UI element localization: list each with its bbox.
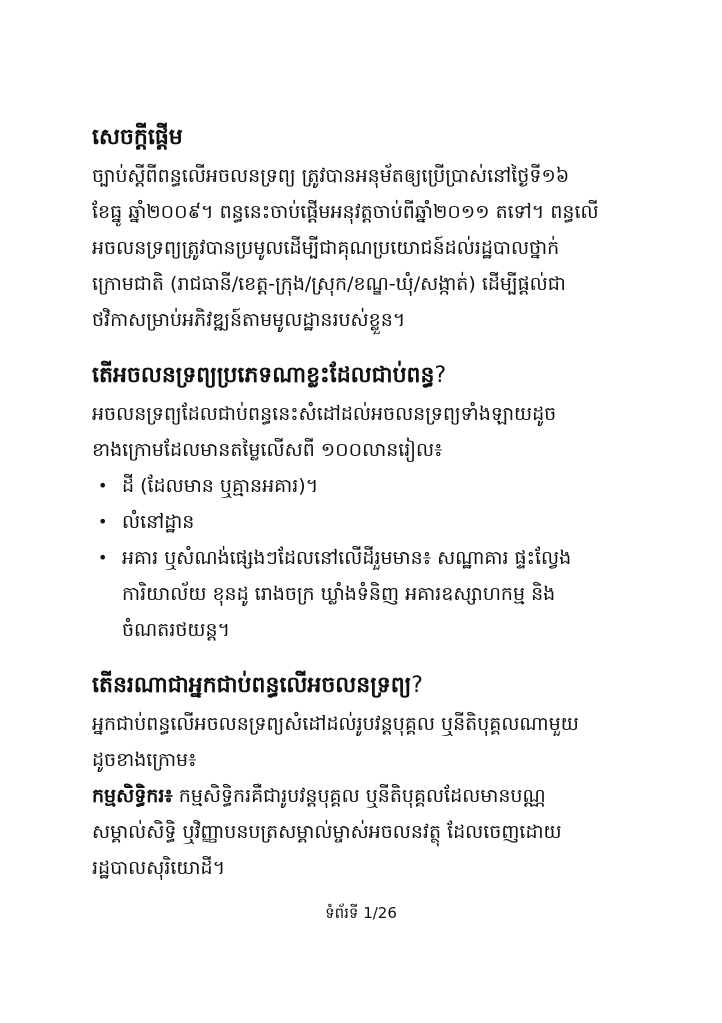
types-heading xyxy=(92,356,640,396)
intro-line: ច្បាប់ស្តីពីពន្ធលើអចលនទ្រព្យ ត្រូវបានអនុម័តឲ្យប្រើប្រាស់នៅថ្ងៃទី១៦ xyxy=(92,165,570,187)
payer-heading-text: តើនរណាជាអ្នកជាប់ពន្ធលើអចលនទ្រព្យ xyxy=(92,673,412,698)
bullet-icon: • xyxy=(98,512,108,531)
types-line: អចលនទ្រព្យដែលជាប់ពន្ធនេះសំដៅដល់អចលនទ្រព្យទាំងឡាយដូច xyxy=(92,403,557,425)
owner-definition-line: សម្គាល់សិទ្ធិ ឬវិញ្ញាបនបត្រសម្គាល់ម្ចាស់អចលនវត្ថុ ដែលចេញដោយ xyxy=(92,821,562,843)
intro-line: អចលនទ្រព្យត្រូវបានប្រមូលដើម្បីជាគុណប្រយោជន៍ដល់រដ្ឋបាលថ្នាក់ xyxy=(92,237,560,259)
owner-term: កម្មសិទ្ធិករ៖ xyxy=(92,785,173,807)
bullet-icon: • xyxy=(98,476,108,495)
document-page xyxy=(92,118,640,886)
owner-definition-text: កម្មសិទ្ធិករគឺជារូបវន្តបុគ្គល ឬនីតិបុគ្គលដែលមានបណ្ណ xyxy=(172,785,546,807)
payer-section xyxy=(92,666,640,886)
list-item-text: លំនៅដ្ឋាន xyxy=(122,511,195,533)
payer-line: អ្នកជាប់ពន្ធលើអចលនទ្រព្យសំដៅដល់រូបវន្តបុគ្គល ឬនីតិបុគ្គលណាមួយ xyxy=(92,713,579,735)
list-item xyxy=(92,504,640,540)
property-types-list xyxy=(92,468,640,648)
payer-line: ដូចខាងក្រោម៖ xyxy=(92,749,197,771)
page-number: ទំព័រទី 1/26 xyxy=(325,904,397,922)
intro-line: ខែធ្នូ ឆ្នាំ២០០៩។ ពន្ធនេះចាប់ផ្តើមអនុវត្តចាប់ពីឆ្នាំ២០១១ តទៅ។ ពន្ធលើ xyxy=(92,201,599,223)
types-heading-question-mark: ? xyxy=(434,363,447,388)
payer-heading xyxy=(92,666,640,706)
intro-heading-text: សេចក្តីផ្តើម xyxy=(92,125,183,150)
types-line: ខាងក្រោមដែលមានតម្លៃលើសពី ១០០លានរៀល៖ xyxy=(92,439,443,461)
intro-section xyxy=(92,118,640,338)
payer-heading-question-mark: ? xyxy=(411,673,423,698)
list-item-text: ដី (ដែលមាន ឬគ្មានអគារ)។ xyxy=(122,475,319,497)
types-section xyxy=(92,356,640,648)
intro-heading xyxy=(92,118,640,158)
types-heading-text: តើអចលនទ្រព្យប្រភេទណាខ្លះដែលជាប់ពន្ធ xyxy=(92,363,435,388)
intro-line: ក្រោមជាតិ (រាជធានី/ខេត្ត-ក្រុង/ស្រុក/ខណ្ឌ-ឃុំ/សង្កាត់) ដើម្បីផ្តល់ជា xyxy=(92,273,566,295)
owner-definition-line xyxy=(92,778,640,814)
list-item-text: ការិយាល័យ ខុនដូ រោងចក្រ ឃ្លាំងទំនិញ អគារឧស្សាហកម្ម និង xyxy=(122,583,556,605)
intro-line: ថវិកាសម្រាប់អភិវឌ្ឍន៍តាមមូលដ្ឋានរបស់ខ្លួន។ xyxy=(92,309,406,331)
list-item xyxy=(92,468,640,504)
list-item-text: អគារ ឬសំណង់ផ្សេងៗដែលនៅលើដីរួមមាន៖ សណ្ឋាគារ ផ្ទះល្វែង xyxy=(122,547,572,569)
owner-definition-line: រដ្ឋបាលសុរិយោដី។ xyxy=(92,857,226,879)
list-item-text: ចំណតរថយន្ត។ xyxy=(122,619,231,641)
list-item xyxy=(92,540,640,648)
bullet-icon: • xyxy=(98,548,108,567)
